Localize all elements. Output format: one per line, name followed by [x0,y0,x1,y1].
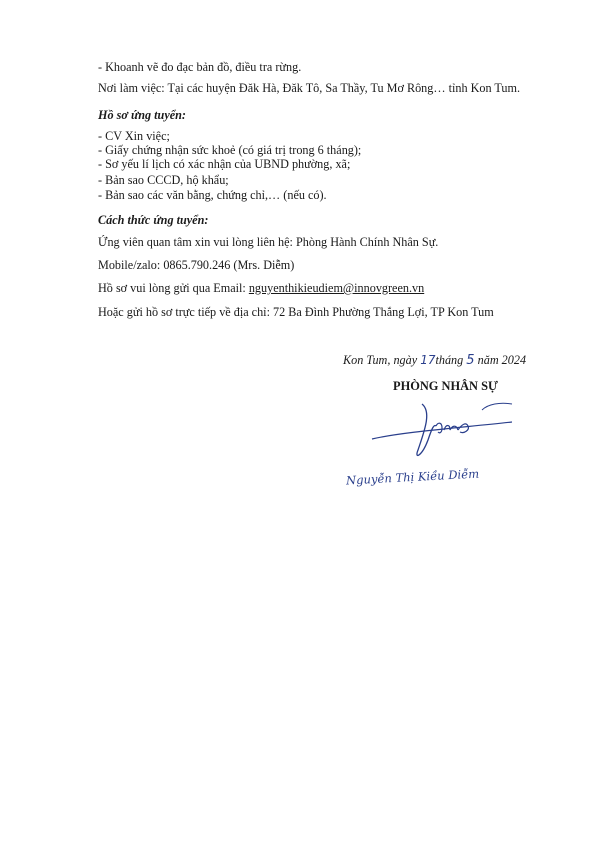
date-month: 5 [466,353,475,368]
date-day: 17 [420,353,436,367]
email-link[interactable]: nguyenthikieudiem@innovgreen.vn [248,281,425,295]
email-prefix: Hồ sơ vui lòng gửi qua Email: [98,281,249,295]
date-month-word: tháng [435,353,467,367]
phone-line: Mobile/zalo: 0865.790.246 (Mrs. Diễm) [98,258,295,272]
document-item: - Giấy chứng nhận sức khoẻ (có giá trị trong 6 tháng); [98,143,362,157]
date-line [343,353,526,368]
handwritten-signature [362,392,532,467]
document-item: - Sơ yếu lí lịch có xác nhận của UBND phường, xã; [98,157,351,171]
document-item: - Bản sao CCCD, hộ khẩu; [98,173,229,187]
document-item: - CV Xin việc; [98,129,170,143]
document-item: - Bản sao các văn bằng, chứng chỉ,… (nếu có). [98,188,327,202]
documents-heading: Hồ sơ ứng tuyển: [98,108,186,122]
task-line: - Khoanh vẽ đo đạc bản đồ, điều tra rừng. [98,60,302,74]
email-line [98,281,424,295]
address-line: Hoặc gửi hồ sơ trực tiếp về địa chỉ: 72 Ba Đình Phường Thắng Lợi, TP Kon Tum [98,305,494,319]
department-title: PHÒNG NHÂN SỰ [393,379,498,393]
signed-name: Nguyễn Thị Kiều Diễm [345,466,480,488]
date-prefix: Kon Tum, ngày [343,353,421,367]
apply-heading: Cách thức ứng tuyển: [98,213,209,227]
workplace-line: Nơi làm việc: Tại các huyện Đăk Hà, Đăk Tô, Sa Thầy, Tu Mơ Rông… tỉnh Kon Tum. [98,81,521,95]
contact-line: Ứng viên quan tâm xin vui lòng liên hệ: Phòng Hành Chính Nhân Sự. [98,235,439,249]
date-year: năm 2024 [474,353,527,367]
